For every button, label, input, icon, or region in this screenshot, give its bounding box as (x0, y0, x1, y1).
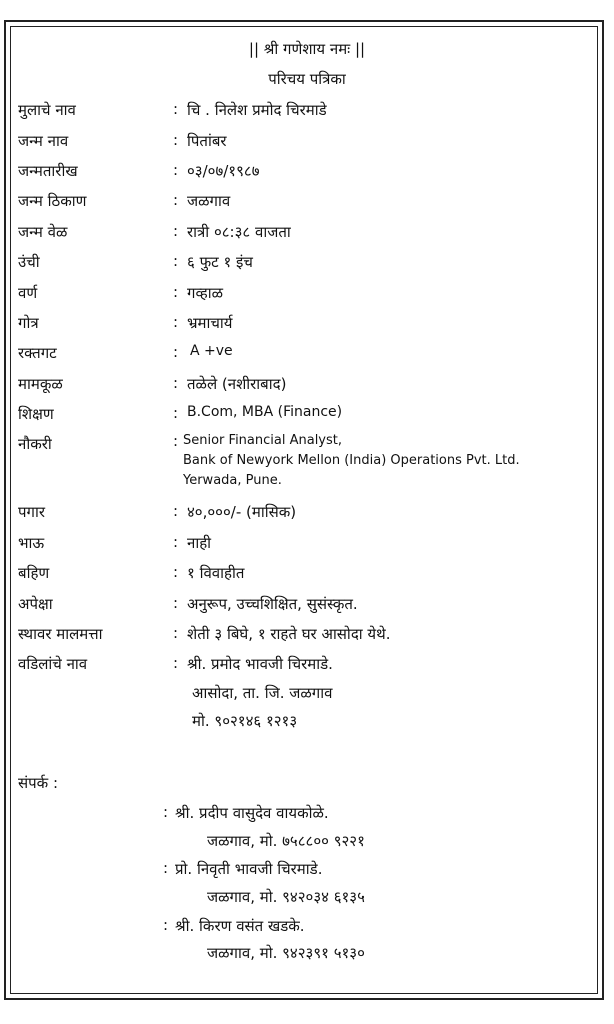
colon: : (173, 313, 179, 331)
contact-2-detail: जळगाव, मो. ९४२०३४ ६१३५ (207, 888, 365, 906)
contact-1-name: श्री. प्रदीप वासुदेव वायकोळे. (175, 804, 329, 822)
job-line-company: Bank of Newyork Mellon (India) Operations Pvt. Ltd. (183, 453, 520, 468)
row-value-maternal-family: तळेले (नशीराबाद) (187, 375, 287, 393)
row-label-gotra: गोत्र (18, 314, 39, 332)
contact-2-name: प्रो. निवृती भावजी चिरमाडे. (175, 860, 323, 878)
row-label-blood-group: रक्तगट (18, 344, 57, 362)
row-value-height: ६ फुट १ इंच (187, 253, 253, 271)
invocation-heading: || श्री गणेशाय नमः || (248, 40, 366, 58)
document-title: परिचय पत्रिका (268, 70, 346, 88)
row-label-birth-place: जन्म ठिकाण (18, 192, 87, 210)
colon: : (173, 594, 179, 612)
colon: : (163, 916, 169, 934)
row-value-expectation: अनुरूप, उच्चशिक्षित, सुसंस्कृत. (187, 595, 358, 613)
colon: : (173, 654, 179, 672)
row-value-brother: नाही (187, 534, 212, 552)
row-label-sister: बहिण (18, 564, 50, 582)
row-label-maternal-family: मामकूळ (18, 375, 63, 393)
row-label-expectation: अपेक्षा (18, 595, 53, 613)
row-value-birth-name: पितांबर (187, 132, 227, 150)
row-value-gotra: भ्रमाचार्य (187, 314, 233, 332)
contact-3-detail: जळगाव, मो. ९४२३९१ ५१३० (207, 944, 365, 962)
colon: : (173, 191, 179, 209)
row-value-blood-group: A +ve (190, 343, 233, 359)
colon: : (173, 624, 179, 642)
row-label-education: शिक्षण (18, 405, 54, 423)
colon: : (173, 432, 179, 450)
contact-heading: संपर्क : (18, 774, 59, 792)
colon: : (173, 252, 179, 270)
colon: : (173, 161, 179, 179)
row-label-brother: भाऊ (18, 534, 45, 552)
father-address: आसोदा, ता. जि. जळगाव (192, 684, 333, 702)
row-value-sister: १ विवाहीत (187, 564, 245, 582)
row-label-birth-name: जन्म नाव (18, 132, 69, 150)
row-value-birth-place: जळगाव (187, 192, 231, 210)
job-line-title: Senior Financial Analyst, (183, 433, 342, 448)
row-value-education: B.Com, MBA (Finance) (187, 404, 343, 420)
colon: : (173, 502, 179, 520)
colon: : (173, 222, 179, 240)
row-value-complexion: गव्हाळ (187, 284, 224, 302)
father-phone: मो. ९०२१४६ १२१३ (192, 712, 298, 730)
colon: : (173, 374, 179, 392)
colon: : (173, 533, 179, 551)
colon: : (163, 803, 169, 821)
row-label-groom-name: मुलाचे नाव (18, 101, 76, 119)
row-label-birth-time: जन्म वेळ (18, 223, 68, 241)
contact-1-detail: जळगाव, मो. ७५८८०० ९२२१ (207, 832, 365, 850)
colon: : (173, 283, 179, 301)
row-label-complexion: वर्ण (18, 284, 38, 302)
contact-3-name: श्री. किरण वसंत खडके. (175, 917, 305, 935)
colon: : (173, 404, 179, 422)
colon: : (173, 343, 179, 361)
row-label-father-name: वडिलांचे नाव (18, 655, 88, 673)
row-value-birth-date: ०३/०७/१९८७ (187, 162, 260, 180)
colon: : (173, 100, 179, 118)
row-label-job: नौकरी (18, 435, 52, 453)
row-value-salary: ४०,०००/- (मासिक) (187, 503, 297, 521)
colon: : (163, 859, 169, 877)
row-value-property: शेती ३ बिघे, १ राहते घर आसोदा येथे. (187, 625, 391, 643)
row-label-salary: पगार (18, 503, 45, 521)
row-value-birth-time: रात्री ०८:३८ वाजता (187, 223, 291, 241)
row-label-birth-date: जन्मतारीख (18, 162, 78, 180)
row-value-groom-name: चि . निलेश प्रमोद चिरमाडे (187, 101, 327, 119)
colon: : (173, 563, 179, 581)
colon: : (173, 131, 179, 149)
row-label-height: उंची (18, 253, 40, 271)
row-label-property: स्थावर मालमत्ता (18, 625, 103, 643)
job-line-location: Yerwada, Pune. (183, 473, 282, 488)
father-name: श्री. प्रमोद भावजी चिरमाडे. (187, 655, 333, 673)
